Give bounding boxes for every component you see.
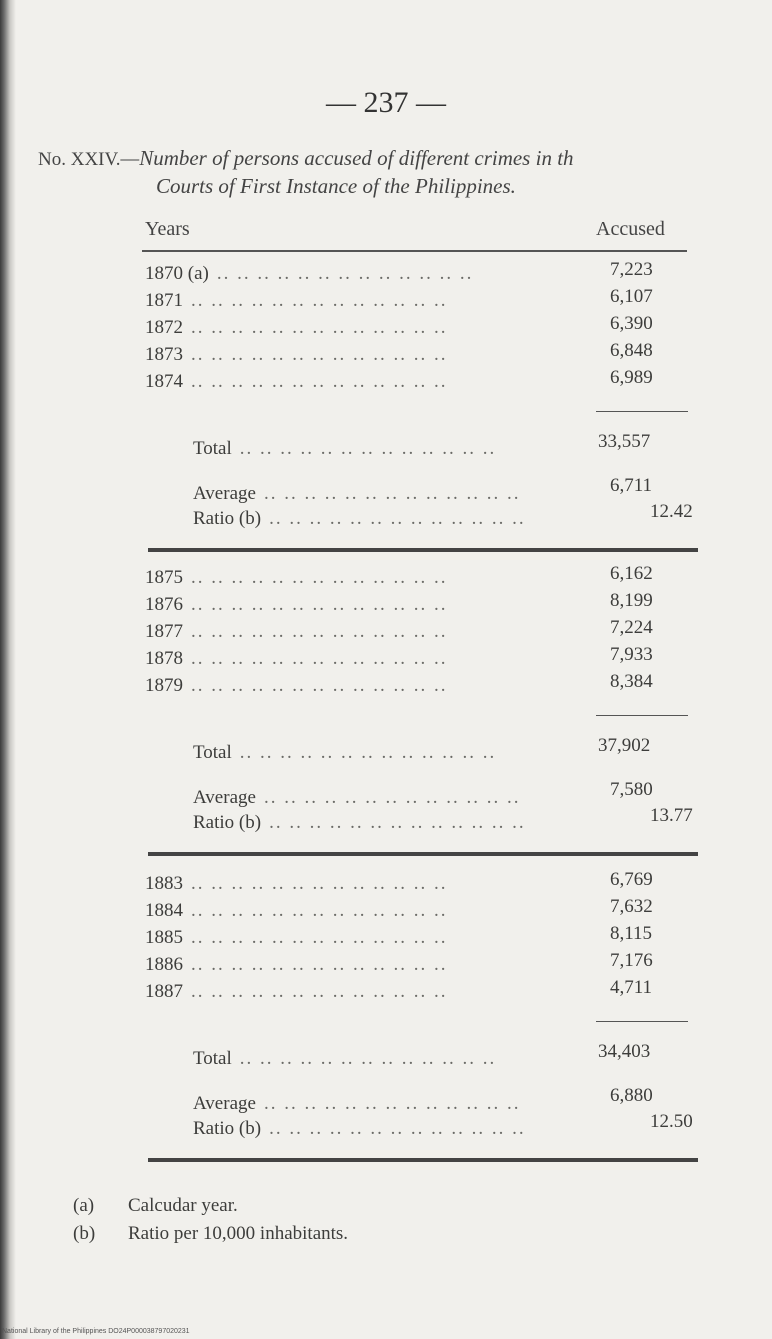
leader-dots: .. .. .. .. .. .. .. .. .. .. .. .. .. (191, 900, 448, 921)
leader-dots: .. .. .. .. .. .. .. .. .. .. .. .. .. (191, 648, 448, 669)
average-value: 6,880 (610, 1085, 653, 1106)
year-row-label: 1876 (145, 594, 183, 615)
total-row-label: Total (193, 438, 232, 459)
header-rule (142, 250, 687, 252)
footnote (73, 1223, 348, 1245)
year-row (145, 648, 448, 670)
ratio-row-label: Ratio (b) (193, 812, 262, 833)
accused-value: 7,223 (610, 259, 653, 280)
ratio-row-label: Ratio (b) (193, 1118, 262, 1139)
accused-value: 8,115 (610, 923, 653, 944)
subtotal-rule (596, 1021, 688, 1022)
leader-dots: .. .. .. .. .. .. .. .. .. .. .. .. .. (269, 812, 526, 833)
year-row (145, 927, 448, 949)
year-row-label: 1874 (145, 371, 183, 392)
accused-value: 6,989 (610, 367, 653, 388)
ratio-row (193, 812, 526, 834)
year-row-label: 1875 (145, 567, 183, 588)
leader-dots: .. .. .. .. .. .. .. .. .. .. .. .. .. (191, 954, 448, 975)
year-row-label: 1879 (145, 675, 183, 696)
average-value: 7,580 (610, 779, 653, 800)
year-row-label: 1877 (145, 621, 183, 642)
year-row (145, 954, 448, 976)
total-row (193, 1048, 496, 1070)
average-row-label: Average (193, 1093, 256, 1114)
ratio-row (193, 508, 526, 530)
accused-value: 7,176 (610, 950, 653, 971)
average-row (193, 483, 520, 505)
accused-value: 7,224 (610, 617, 653, 638)
leader-dots: .. .. .. .. .. .. .. .. .. .. .. .. .. (239, 438, 497, 459)
subtotal-rule (596, 411, 688, 412)
leader-dots: .. .. .. .. .. .. .. .. .. .. .. .. .. (191, 594, 448, 615)
accused-value: 8,384 (610, 671, 653, 692)
block-separator-rule (148, 548, 698, 552)
year-row (145, 317, 448, 339)
total-row-label: Total (193, 742, 232, 763)
year-row (145, 675, 448, 697)
year-row-label: 1870 (a) (145, 263, 209, 284)
block-separator-rule (148, 852, 698, 856)
leader-dots: .. .. .. .. .. .. .. .. .. .. .. .. .. (191, 981, 448, 1002)
accused-value: 4,711 (610, 977, 653, 998)
ratio-value: 12.42 (650, 501, 693, 522)
leader-dots: .. .. .. .. .. .. .. .. .. .. .. .. .. (191, 290, 448, 311)
leader-dots: .. .. .. .. .. .. .. .. .. .. .. .. .. (216, 263, 474, 284)
leader-dots: .. .. .. .. .. .. .. .. .. .. .. .. .. (191, 675, 448, 696)
page-number: — 237 — (326, 86, 446, 119)
year-row-label: 1883 (145, 873, 183, 894)
total-row-label: Total (193, 1048, 232, 1069)
table-number: No. XXIV. (38, 149, 121, 170)
year-row (145, 621, 448, 643)
leader-dots: .. .. .. .. .. .. .. .. .. .. .. .. .. (269, 1118, 526, 1139)
total-value: 34,403 (598, 1041, 651, 1062)
year-row (145, 900, 448, 922)
leader-dots: .. .. .. .. .. .. .. .. .. .. .. .. .. (263, 787, 521, 808)
ratio-row (193, 1118, 526, 1140)
accused-value: 6,390 (610, 313, 653, 334)
average-row (193, 1093, 520, 1115)
average-value: 6,711 (610, 475, 653, 496)
leader-dots: .. .. .. .. .. .. .. .. .. .. .. .. .. (263, 1093, 521, 1114)
leader-dots: .. .. .. .. .. .. .. .. .. .. .. .. .. (239, 1048, 497, 1069)
footnote-mark: (b) (73, 1223, 96, 1244)
accused-value: 6,769 (610, 869, 653, 890)
leader-dots: .. .. .. .. .. .. .. .. .. .. .. .. .. (191, 344, 448, 365)
year-row (145, 567, 448, 589)
average-row-label: Average (193, 787, 256, 808)
subtotal-rule (596, 715, 688, 716)
ratio-value: 13.77 (650, 805, 693, 826)
average-row (193, 787, 520, 809)
block-separator-rule (148, 1158, 698, 1162)
title-line-2: Courts of First Instance of the Philippines. (156, 174, 516, 198)
year-row (145, 344, 448, 366)
total-row (193, 742, 496, 764)
book-spine-shadow (0, 0, 16, 1339)
year-row-label: 1884 (145, 900, 183, 921)
title-line-1: —Number of persons accused of different crimes in th (120, 146, 574, 170)
library-credit: National Library of the Philippines DO24P000038797020231 (2, 1328, 190, 1335)
leader-dots: .. .. .. .. .. .. .. .. .. .. .. .. .. (263, 483, 521, 504)
year-row (145, 290, 448, 312)
year-row-label: 1871 (145, 290, 183, 311)
column-header-years: Years (145, 218, 190, 240)
total-row (193, 438, 496, 460)
year-row (145, 594, 448, 616)
average-row-label: Average (193, 483, 256, 504)
accused-value: 7,933 (610, 644, 653, 665)
accused-value: 6,107 (610, 286, 653, 307)
footnote (73, 1195, 238, 1217)
total-value: 37,902 (598, 735, 651, 756)
year-row-label: 1887 (145, 981, 183, 1002)
accused-value: 6,848 (610, 340, 653, 361)
year-row-label: 1872 (145, 317, 183, 338)
leader-dots: .. .. .. .. .. .. .. .. .. .. .. .. .. (191, 621, 448, 642)
year-row-label: 1886 (145, 954, 183, 975)
total-value: 33,557 (598, 431, 651, 452)
leader-dots: .. .. .. .. .. .. .. .. .. .. .. .. .. (191, 371, 448, 392)
leader-dots: .. .. .. .. .. .. .. .. .. .. .. .. .. (191, 873, 448, 894)
year-row-label: 1873 (145, 344, 183, 365)
column-header-accused: Accused (596, 218, 665, 240)
leader-dots: .. .. .. .. .. .. .. .. .. .. .. .. .. (191, 927, 448, 948)
leader-dots: .. .. .. .. .. .. .. .. .. .. .. .. .. (191, 317, 448, 338)
leader-dots: .. .. .. .. .. .. .. .. .. .. .. .. .. (191, 567, 448, 588)
leader-dots: .. .. .. .. .. .. .. .. .. .. .. .. .. (239, 742, 497, 763)
footnote-mark: (a) (73, 1195, 95, 1216)
footnote-text: Calcudar year. (128, 1195, 238, 1216)
table-title (38, 145, 772, 199)
footnote-text: Ratio per 10,000 inhabitants. (128, 1223, 349, 1244)
accused-value: 6,162 (610, 563, 653, 584)
year-row (145, 873, 448, 895)
accused-value: 8,199 (610, 590, 653, 611)
year-row (145, 263, 473, 285)
leader-dots: .. .. .. .. .. .. .. .. .. .. .. .. .. (269, 508, 526, 529)
year-row (145, 981, 448, 1003)
ratio-row-label: Ratio (b) (193, 508, 262, 529)
accused-value: 7,632 (610, 896, 653, 917)
year-row (145, 371, 448, 393)
year-row-label: 1878 (145, 648, 183, 669)
ratio-value: 12.50 (650, 1111, 693, 1132)
year-row-label: 1885 (145, 927, 183, 948)
